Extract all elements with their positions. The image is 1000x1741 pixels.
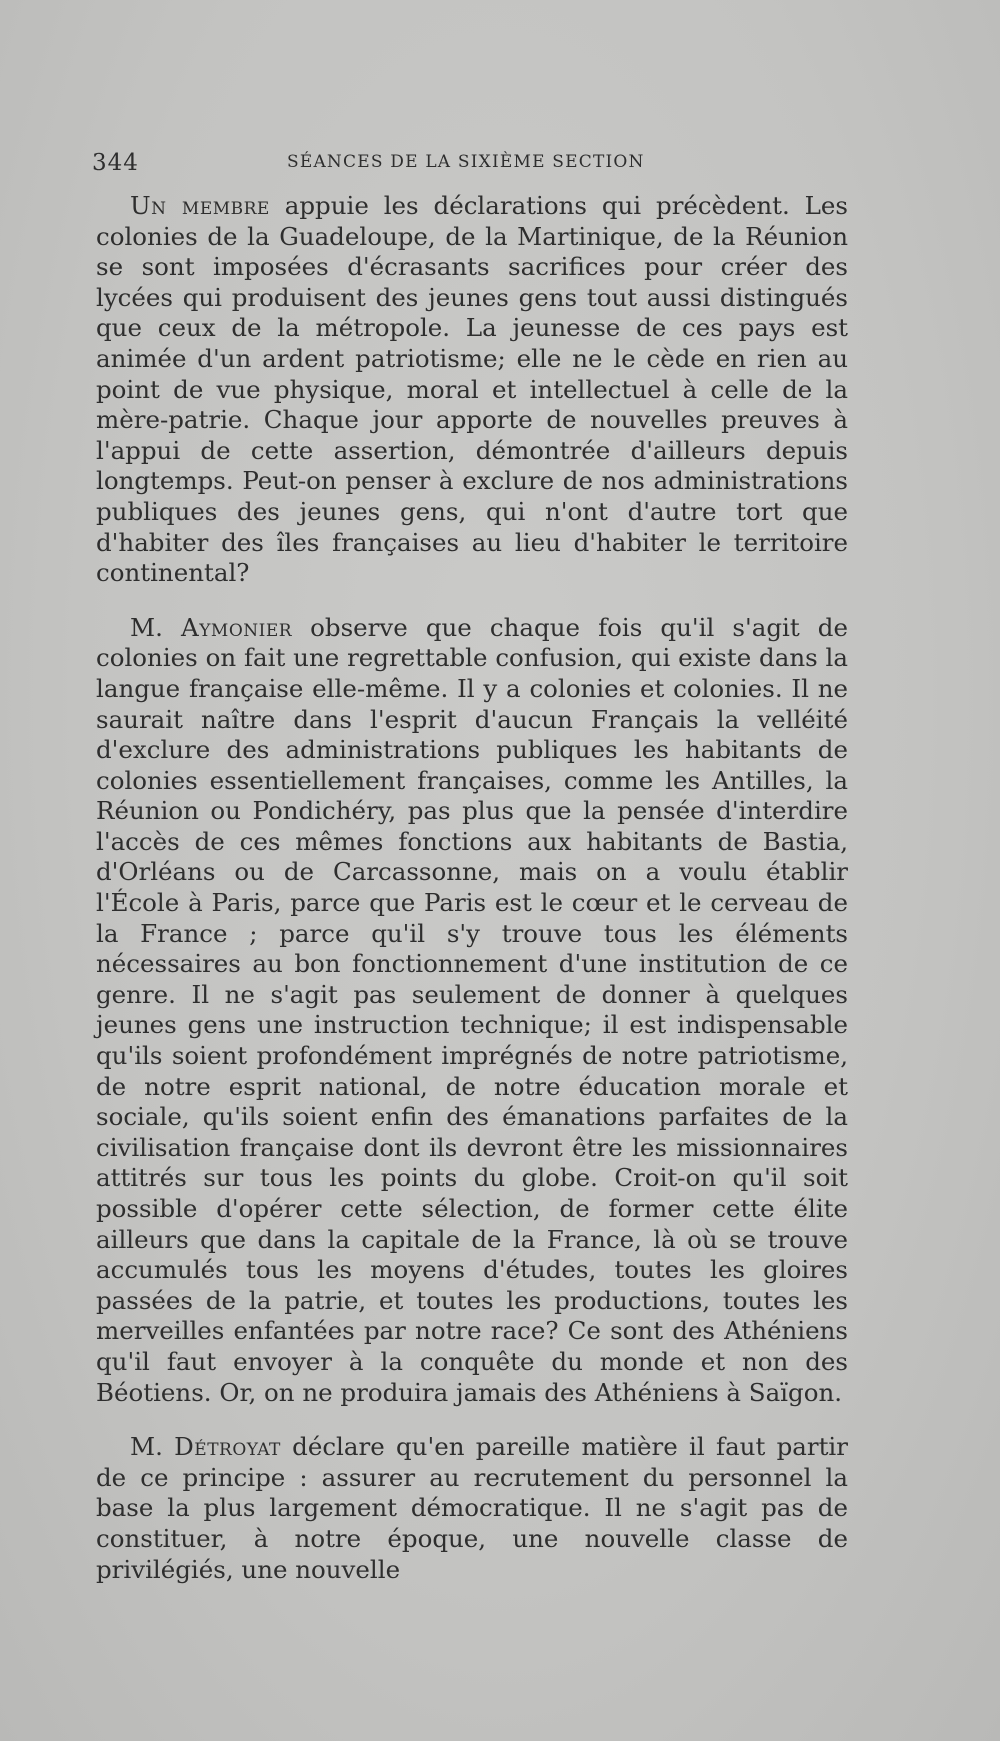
running-head: SÉANCES DE LA SIXIÈME SECTION — [287, 152, 645, 172]
paragraph-text: observe que chaque fois qu'il s'agit de colonies on fait une regrettable confusion, qui existe dans la langue française elle-même. Il y a colonies et colonies. Il ne saurait naître dans l'esprit d'aucun Français la velléité d'exclure des administrations publiques les habitants de colonies essentiellement françaises, comme les Antilles, la Réunion ou Pondichéry, pas plus que la pensée d'interdire l'accès de ces mêmes fonctions aux habitants de Bastia, d'Orléans ou de Carcassonne, mais on a voulu établir l'École à Paris, parce que Paris est le cœur et le cerveau de la France ; parce qu'il s'y trouve tous les éléments nécessaires au bon fonctionnement d'une institution de ce genre. Il ne s'agit pas seulement de donner à quelques jeunes gens une instruction technique; il est indispensable qu'ils soient profondément imprégnés de notre patriotisme, de notre esprit national, de notre éducation morale et sociale, qu'ils soient enfin des émanations parfaites de la civilisation française dont ils devront être les missionnaires attitrés sur tous les points du globe. Croit-on qu'il soit possible d'opérer cette sélection, de former cette élite ailleurs que dans la capitale de la France, là où se trouve accumulés tous les moyens d'études, toutes les gloires passées de la patrie, et toutes les productions, toutes les merveilles enfantées par notre race? Ce sont des Athéniens qu'il faut envoyer à la conquête du monde et non des Béotiens. Or, on ne produira jamais des Athéniens à Saïgon. — [96, 612, 848, 1407]
paragraph-text: déclare qu'en pareille matière il faut partir de ce principe : assurer au recrutement du personnel la base la plus largement démocratique. Il ne s'agit pas de constituer, à notre époque, une nouvelle classe de privilégiés, une nouvelle — [96, 1432, 848, 1584]
speaker-prefix: M. — [130, 1432, 175, 1462]
page-number: 344 — [92, 150, 139, 176]
speaker-prefix: M. — [130, 612, 181, 642]
paragraph-text: appuie les déclarations qui précèdent. Les colonies de la Guadeloupe, de la Martinique, de la Réunion se sont imposées d'écrasants sacrifices pour créer des lycées qui produisent des jeunes gens tout aussi distingués que ceux de la métropole. La jeunesse de ces pays est animée d'un ardent patriotisme; elle ne le cède en rien au point de vue physique, moral et intellectuel à celle de la mère-patrie. Chaque jour apporte de nouvelles preuves à l'appui de cette assertion, démontrée d'ailleurs depuis longtemps. Peut-on penser à exclure de nos administrations publiques des jeunes gens, qui n'ont d'autre tort que d'habiter des îles françaises au lieu d'habiter le territoire continental? — [96, 191, 848, 588]
speaker-name: Aymonier — [181, 612, 293, 642]
paragraph-un-membre — [96, 191, 848, 589]
paragraph-aymonier — [96, 613, 848, 1408]
paragraph-detroyat — [96, 1432, 848, 1585]
speaker-name: Détroyat — [174, 1432, 281, 1462]
body-text — [96, 191, 848, 1585]
speaker-name: Un membre — [130, 191, 270, 220]
page-header — [92, 150, 852, 180]
